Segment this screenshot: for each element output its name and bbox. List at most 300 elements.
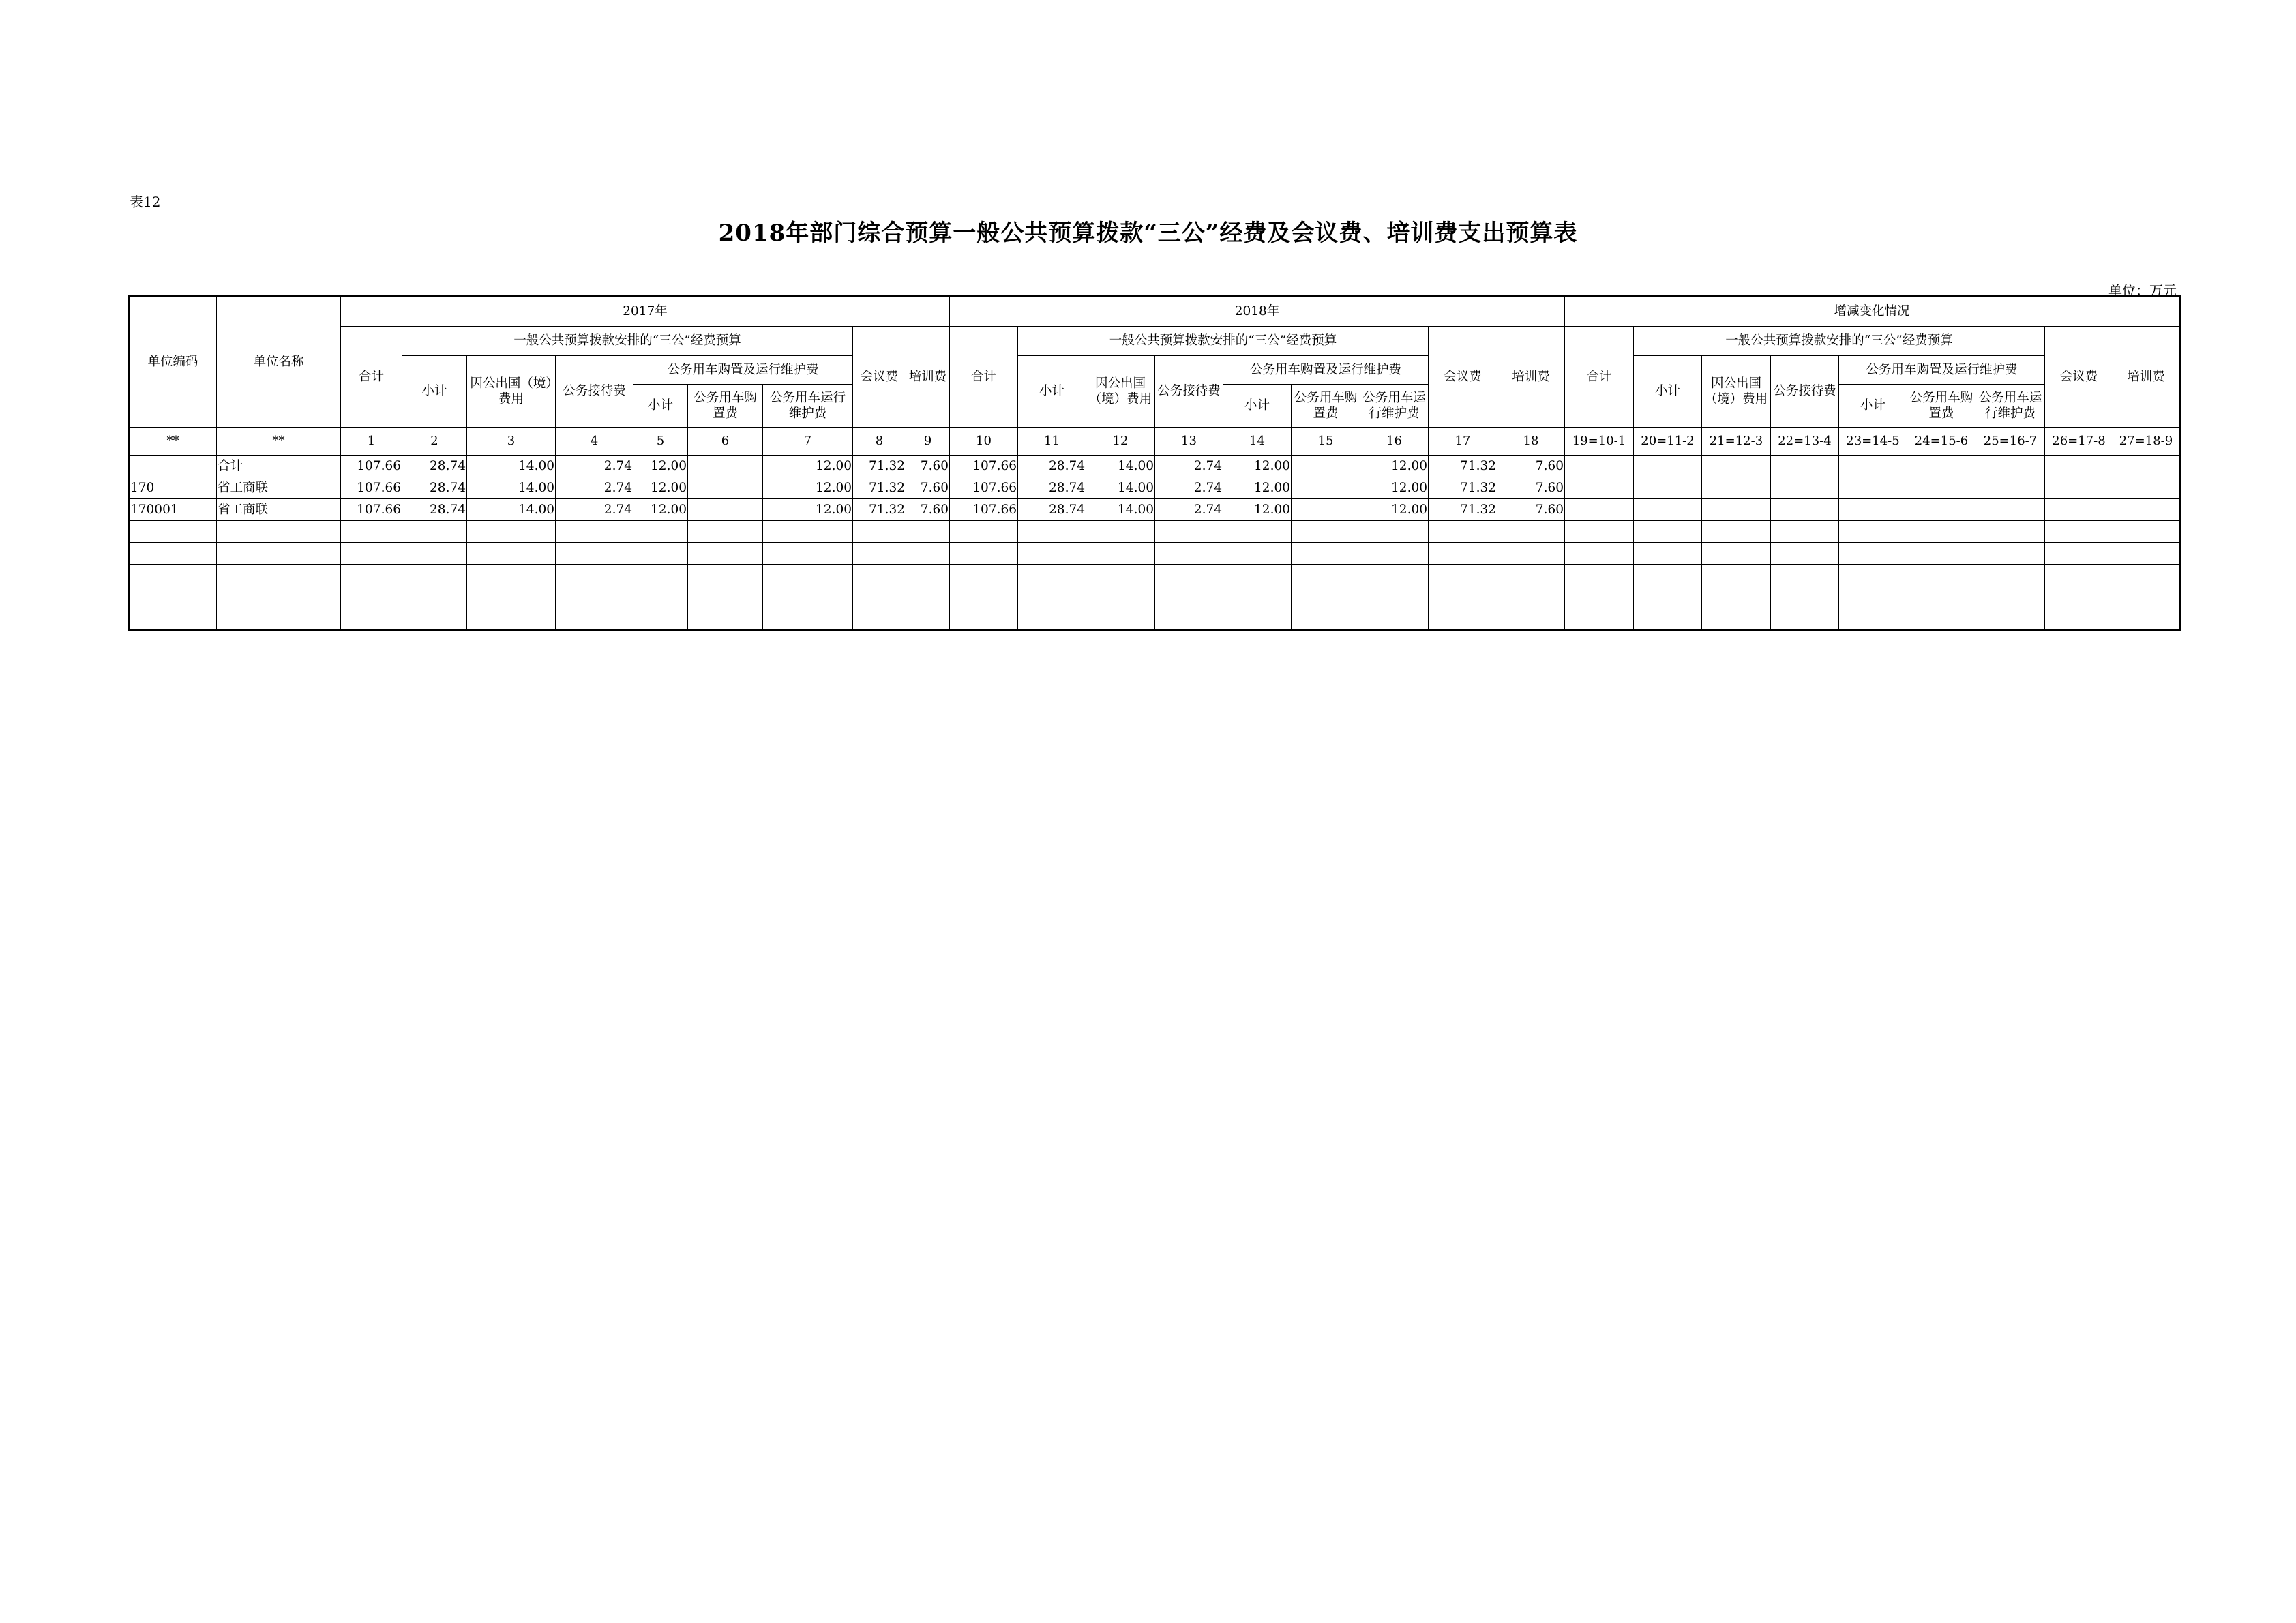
value-cell [1771,456,1839,477]
value-cell: 28.74 [402,477,467,499]
column-index-cell: 8 [853,428,906,456]
value-cell [1771,477,1839,499]
value-cell: 7.60 [906,456,950,477]
value-cell [633,608,688,631]
value-cell [1223,543,1292,565]
header-2017-subtotal: 小计 [402,356,467,428]
header-2018-vehicle: 公务用车购置及运行维护费 [1223,356,1429,385]
value-cell [1702,499,1771,521]
value-cell [467,586,556,608]
table-row [129,543,2180,565]
value-cell: 2.74 [556,499,633,521]
value-cell [1634,499,1702,521]
header-2017-reception: 公务接待费 [556,356,633,428]
value-cell [1976,565,2045,586]
header-2018-training: 培训费 [1497,327,1565,428]
value-cell [1292,543,1360,565]
value-cell [1771,608,1839,631]
value-cell [1360,586,1429,608]
header-change-total: 合计 [1565,327,1634,428]
value-cell [1702,543,1771,565]
value-cell: 7.60 [1497,456,1565,477]
value-cell [1497,521,1565,543]
header-2018-meeting: 会议费 [1429,327,1497,428]
value-cell [1223,586,1292,608]
header-change-training: 培训费 [2113,327,2180,428]
value-cell [1429,521,1497,543]
column-index-cell: 14 [1223,428,1292,456]
value-cell: 14.00 [1086,499,1155,521]
unit-name-cell: 合计 [217,456,341,477]
value-cell: 107.66 [950,499,1018,521]
value-cell [688,499,763,521]
value-cell [1771,499,1839,521]
column-index-cell: 17 [1429,428,1497,456]
value-cell: 2.74 [1155,456,1223,477]
unit-code-cell [129,586,217,608]
header-2017-meeting: 会议费 [853,327,906,428]
value-cell [1634,477,1702,499]
value-cell [1907,477,1976,499]
value-cell [1155,521,1223,543]
value-cell [1497,608,1565,631]
value-cell: 107.66 [950,477,1018,499]
unit-code-cell [129,521,217,543]
unit-code-cell [129,565,217,586]
column-index-cell: 13 [1155,428,1223,456]
value-cell [1018,543,1086,565]
header-2018-veh-operation: 公务用车运行维护费 [1360,385,1429,428]
value-cell [467,608,556,631]
value-cell [2113,521,2180,543]
value-cell [1702,565,1771,586]
value-cell [1292,608,1360,631]
column-index-cell: 16 [1360,428,1429,456]
column-index-cell: 6 [688,428,763,456]
value-cell: 14.00 [1086,456,1155,477]
value-cell [633,586,688,608]
value-cell [1086,586,1155,608]
value-cell [402,543,467,565]
value-cell [1155,586,1223,608]
value-cell [763,521,853,543]
header-2017-vehicle: 公务用车购置及运行维护费 [633,356,853,385]
value-cell [341,608,402,631]
value-cell [1702,586,1771,608]
value-cell: 12.00 [1223,499,1292,521]
value-cell [1634,521,1702,543]
unit-name-cell [217,565,341,586]
value-cell: 2.74 [556,477,633,499]
value-cell: 107.66 [341,456,402,477]
value-cell [1702,521,1771,543]
value-cell [906,586,950,608]
value-cell [906,543,950,565]
column-index-cell: 7 [763,428,853,456]
header-2018: 2018年 [950,296,1565,327]
value-cell: 107.66 [341,499,402,521]
value-cell [1565,499,1634,521]
header-2017-total: 合计 [341,327,402,428]
value-cell [1360,565,1429,586]
value-cell: 71.32 [1429,456,1497,477]
value-cell [1497,565,1565,586]
value-cell [1702,477,1771,499]
value-cell [1907,586,1976,608]
column-index-cell: ** [217,428,341,456]
value-cell [1292,477,1360,499]
value-cell: 28.74 [1018,477,1086,499]
header-unit-name: 单位名称 [217,296,341,428]
value-cell [1292,456,1360,477]
column-index-cell: 25=16-7 [1976,428,2045,456]
column-index-cell: 10 [950,428,1018,456]
value-cell [1702,456,1771,477]
value-cell [1429,608,1497,631]
value-cell [1565,456,1634,477]
value-cell [1839,608,1907,631]
value-cell [1907,456,1976,477]
value-cell [688,521,763,543]
value-cell [2045,543,2113,565]
column-index-cell: 9 [906,428,950,456]
value-cell [1907,565,1976,586]
value-cell [1155,608,1223,631]
value-cell: 7.60 [1497,499,1565,521]
value-cell [1018,586,1086,608]
value-cell [1360,543,1429,565]
value-cell [1771,565,1839,586]
value-cell [1360,521,1429,543]
value-cell [1907,543,1976,565]
header-row-years [129,296,2180,327]
value-cell [1976,586,2045,608]
value-cell [950,543,1018,565]
value-cell [2045,456,2113,477]
value-cell [1565,586,1634,608]
value-cell [688,477,763,499]
unit-name-cell [217,543,341,565]
column-index-cell: 5 [633,428,688,456]
value-cell [2113,477,2180,499]
value-cell [2113,499,2180,521]
value-cell [2045,586,2113,608]
value-cell [1223,521,1292,543]
value-cell [556,586,633,608]
value-cell [1839,521,1907,543]
value-cell: 14.00 [467,456,556,477]
value-cell [853,521,906,543]
value-cell: 71.32 [1429,499,1497,521]
value-cell [1839,456,1907,477]
value-cell [1634,608,1702,631]
header-2017-veh-operation: 公务用车运行维护费 [763,385,853,428]
value-cell [2045,608,2113,631]
value-cell: 12.00 [633,499,688,521]
header-change-meeting: 会议费 [2045,327,2113,428]
value-cell [633,565,688,586]
column-index-cell: 27=18-9 [2113,428,2180,456]
table-row [129,608,2180,631]
value-cell [1223,608,1292,631]
value-cell: 12.00 [1223,456,1292,477]
value-cell [1634,586,1702,608]
value-cell [402,586,467,608]
value-cell [1976,477,2045,499]
value-cell: 14.00 [467,499,556,521]
page-title: 2018年部门综合预算一般公共预算拨款“三公”经费及会议费、培训费支出预算表 [718,220,1578,247]
value-cell [763,565,853,586]
value-cell [950,521,1018,543]
budget-table [128,295,2181,631]
value-cell [763,608,853,631]
column-index-cell: 23=14-5 [1839,428,1907,456]
value-cell [633,543,688,565]
value-cell: 12.00 [1360,477,1429,499]
value-cell [853,586,906,608]
value-cell [1565,565,1634,586]
header-2018-total: 合计 [950,327,1018,428]
value-cell: 12.00 [1223,477,1292,499]
table-row [129,456,2180,477]
value-cell [1497,543,1565,565]
unit-code-cell: 170 [129,477,217,499]
value-cell [950,565,1018,586]
value-cell [2113,608,2180,631]
value-cell [1976,543,2045,565]
value-cell [1292,521,1360,543]
value-cell [1565,608,1634,631]
table-row [129,521,2180,543]
value-cell: 12.00 [633,477,688,499]
value-cell [341,521,402,543]
value-cell: 107.66 [950,456,1018,477]
value-cell [1634,456,1702,477]
value-cell [402,565,467,586]
column-index-cell: 12 [1086,428,1155,456]
column-index-cell: 19=10-1 [1565,428,1634,456]
header-2017-training: 培训费 [906,327,950,428]
column-index-cell: 21=12-3 [1702,428,1771,456]
header-change-subtotal: 小计 [1634,356,1702,428]
value-cell: 7.60 [906,477,950,499]
value-cell [467,521,556,543]
value-cell [341,543,402,565]
value-cell [853,565,906,586]
value-cell [1771,521,1839,543]
value-cell [1976,521,2045,543]
value-cell [2113,586,2180,608]
value-cell [1565,521,1634,543]
value-cell [556,521,633,543]
header-change-three-public: 一般公共预算拨款安排的“三公”经费预算 [1634,327,2045,356]
header-unit-code: 单位编码 [129,296,217,428]
value-cell [763,586,853,608]
value-cell [1839,477,1907,499]
value-cell [1839,586,1907,608]
table-row [129,477,2180,499]
header-2017-veh-subtotal: 小计 [633,385,688,428]
value-cell [906,608,950,631]
unit-code-cell [129,543,217,565]
unit-name-cell [217,586,341,608]
unit-code-cell [129,608,217,631]
value-cell [1976,499,2045,521]
value-cell [467,543,556,565]
value-cell [688,608,763,631]
value-cell [1292,586,1360,608]
value-cell [1771,543,1839,565]
value-cell [1565,543,1634,565]
table-label: 表12 [130,194,161,210]
unit-name-cell [217,608,341,631]
value-cell [906,521,950,543]
value-cell: 28.74 [1018,456,1086,477]
header-2017-abroad: 因公出国（境）费用 [467,356,556,428]
value-cell [1429,586,1497,608]
value-cell [2113,565,2180,586]
value-cell [1839,543,1907,565]
header-2018-abroad: 因公出国（境）费用 [1086,356,1155,428]
value-cell [1839,499,1907,521]
value-cell [906,565,950,586]
value-cell [1292,499,1360,521]
value-cell [1907,499,1976,521]
value-cell: 7.60 [906,499,950,521]
value-cell [2113,543,2180,565]
value-cell [1907,521,1976,543]
value-cell [402,521,467,543]
value-cell [2045,565,2113,586]
header-2017-veh-purchase: 公务用车购置费 [688,385,763,428]
header-2018-reception: 公务接待费 [1155,356,1223,428]
unit-code-cell [129,456,217,477]
column-index-cell: 24=15-6 [1907,428,1976,456]
value-cell [341,565,402,586]
header-2017: 2017年 [341,296,950,327]
value-cell: 12.00 [1360,456,1429,477]
value-cell [1565,477,1634,499]
value-cell [1018,565,1086,586]
header-change: 增减变化情况 [1565,296,2180,327]
header-change-veh-subtotal: 小计 [1839,385,1907,428]
value-cell [1018,521,1086,543]
value-cell [688,543,763,565]
column-index-cell: 11 [1018,428,1086,456]
column-index-cell: 3 [467,428,556,456]
unit-name-cell: 省工商联 [217,477,341,499]
value-cell [556,543,633,565]
value-cell: 2.74 [1155,477,1223,499]
value-cell [763,543,853,565]
value-cell [1360,608,1429,631]
header-2018-veh-subtotal: 小计 [1223,385,1292,428]
header-change-vehicle: 公务用车购置及运行维护费 [1839,356,2045,385]
value-cell [2045,477,2113,499]
value-cell [402,608,467,631]
column-index-row [129,428,2180,456]
value-cell [950,586,1018,608]
value-cell [1634,565,1702,586]
value-cell: 71.32 [853,477,906,499]
value-cell [2045,499,2113,521]
value-cell: 12.00 [633,456,688,477]
value-cell [1018,608,1086,631]
header-row-subgroups [129,356,2180,385]
value-cell [688,456,763,477]
value-cell [2045,521,2113,543]
value-cell [1086,608,1155,631]
unit-label: 单位：万元 [2108,282,2177,299]
value-cell [1429,543,1497,565]
value-cell: 12.00 [1360,499,1429,521]
value-cell [688,565,763,586]
value-cell [1086,521,1155,543]
unit-name-cell: 省工商联 [217,499,341,521]
table-row [129,586,2180,608]
value-cell [2113,456,2180,477]
value-cell: 28.74 [402,499,467,521]
column-index-cell: 15 [1292,428,1360,456]
value-cell [633,521,688,543]
value-cell [853,543,906,565]
value-cell [1634,543,1702,565]
value-cell: 2.74 [556,456,633,477]
value-cell [341,586,402,608]
header-2018-veh-purchase: 公务用车购置费 [1292,385,1360,428]
value-cell: 12.00 [763,499,853,521]
table-row [129,565,2180,586]
value-cell [1292,565,1360,586]
value-cell: 71.32 [1429,477,1497,499]
value-cell: 12.00 [763,477,853,499]
column-index-cell: 1 [341,428,402,456]
value-cell [556,565,633,586]
value-cell: 14.00 [467,477,556,499]
value-cell [1907,608,1976,631]
column-index-cell: 26=17-8 [2045,428,2113,456]
value-cell [1155,543,1223,565]
header-2017-three-public: 一般公共预算拨款安排的“三公”经费预算 [402,327,853,356]
header-change-abroad: 因公出国（境）费用 [1702,356,1771,428]
value-cell [467,565,556,586]
header-2018-three-public: 一般公共预算拨款安排的“三公”经费预算 [1018,327,1429,356]
column-index-cell: 22=13-4 [1771,428,1839,456]
header-change-veh-purchase: 公务用车购置费 [1907,385,1976,428]
value-cell [1702,608,1771,631]
value-cell: 14.00 [1086,477,1155,499]
value-cell [1497,586,1565,608]
unit-code-cell: 170001 [129,499,217,521]
value-cell: 12.00 [763,456,853,477]
header-change-veh-operation: 公务用车运行维护费 [1976,385,2045,428]
value-cell: 2.74 [1155,499,1223,521]
value-cell [853,608,906,631]
unit-name-cell [217,521,341,543]
value-cell [1223,565,1292,586]
column-index-cell: 20=11-2 [1634,428,1702,456]
column-index-cell: 2 [402,428,467,456]
header-row-groups [129,327,2180,356]
value-cell [1086,543,1155,565]
value-cell: 28.74 [402,456,467,477]
value-cell [688,586,763,608]
column-index-cell: ** [129,428,217,456]
value-cell: 28.74 [1018,499,1086,521]
value-cell [1839,565,1907,586]
value-cell [1771,586,1839,608]
value-cell [950,608,1018,631]
